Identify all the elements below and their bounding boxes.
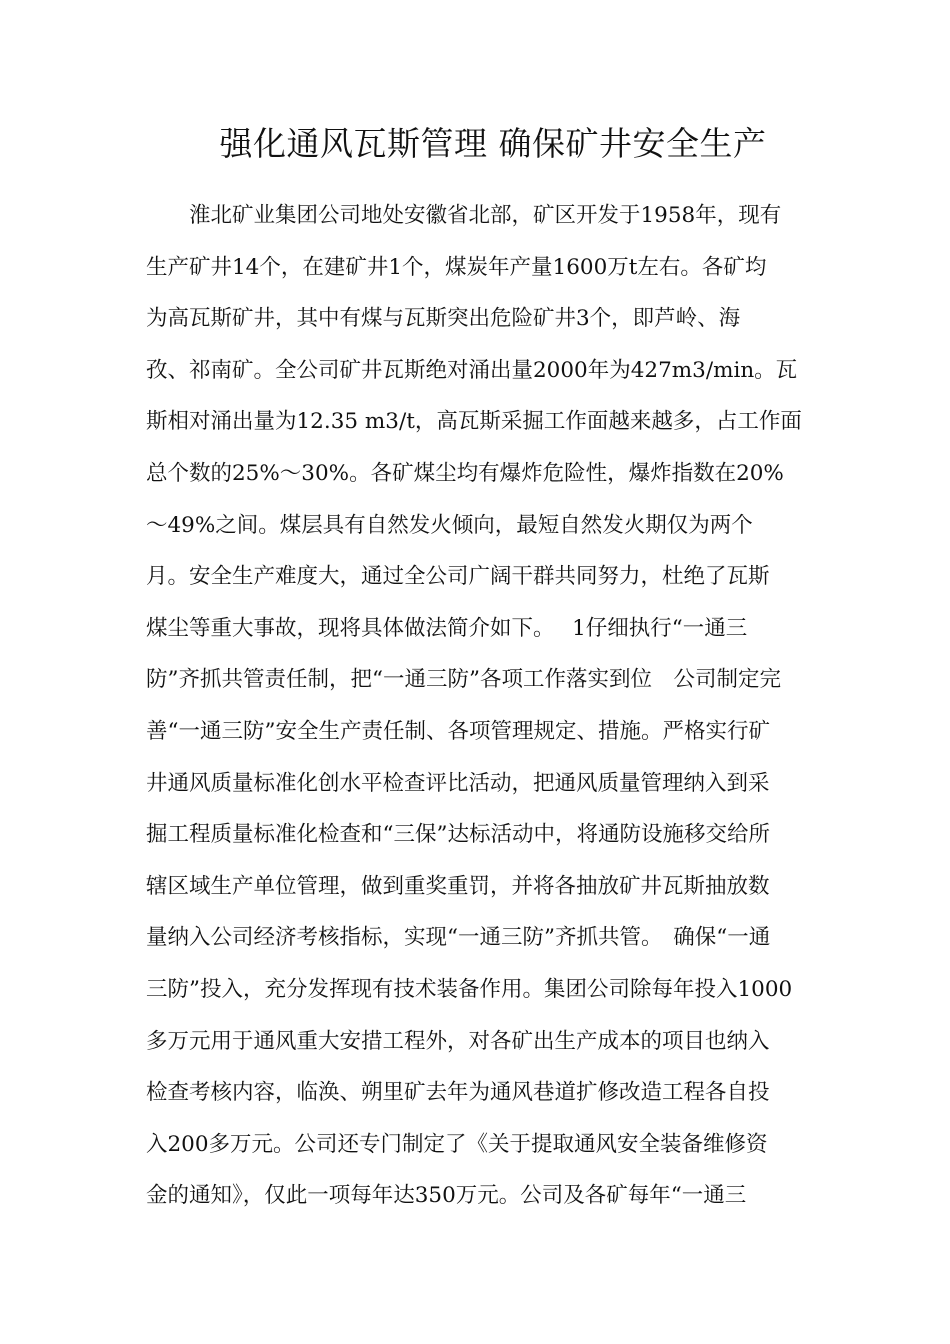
body-line: 掘工程质量标准化检查和“三保”达标活动中，将通防设施移交给所 (146, 822, 770, 848)
body-line: 总个数的25%～30%。各矿煤尘均有爆炸危险性，爆炸指数在20% (146, 460, 784, 486)
body-line: ～49%之间。煤层具有自然发火倾向，最短自然发火期仅为两个 (146, 512, 753, 538)
body-line: 量纳入公司经济考核指标，实现“一通三防”齐抓共管。 确保“一通 (146, 925, 771, 951)
document-title: 强化通风瓦斯管理 确保矿井安全生产 (219, 124, 767, 163)
body-line: 淮北矿业集团公司地处安徽省北部，矿区开发于1958年，现有 (146, 203, 782, 228)
body-line: 为高瓦斯矿井，其中有煤与瓦斯突出危险矿井3个，即芦岭、海 (146, 306, 741, 332)
body-line: 煤尘等重大事故，现将具体做法简介如下。 1仔细执行“一通三 (146, 615, 748, 641)
body-line: 月。安全生产难度大，通过全公司广阔干群共同努力，杜绝了瓦斯 (146, 564, 770, 590)
body-line: 辖区域生产单位管理，做到重奖重罚，并将各抽放矿井瓦斯抽放数 (146, 873, 770, 899)
body-line: 三防”投入，充分发挥现有技术装备作用。集团公司除每年投入1000 (146, 976, 793, 1002)
body-line: 金的通知》，仅此一项每年达350万元。公司及各矿每年“一通三 (146, 1183, 747, 1209)
body-line: 检查考核内容，临涣、朔里矿去年为通风巷道扩修改造工程各自投 (146, 1080, 770, 1106)
body-line: 斯相对涌出量为12.35 m3/t，高瓦斯采掘工作面越来越多，占工作面 (146, 409, 802, 435)
body-line: 孜、祁南矿。全公司矿井瓦斯绝对涌出量2000年为427m3/min。瓦 (146, 357, 798, 383)
body-line: 防”齐抓共管责任制，把“一通三防”各项工作落实到位 公司制定完 (146, 667, 781, 693)
body-line: 多万元用于通风重大安措工程外，对各矿出生产成本的项目也纳入 (146, 1028, 770, 1054)
body-line: 入200多万元。公司还专门制定了《关于提取通风安全装备维修资 (146, 1131, 768, 1157)
body-line: 善“一通三防”安全生产责任制、各项管理规定、措施。严格实行矿 (146, 718, 770, 744)
body-line: 生产矿井14个，在建矿井1个，煤炭年产量1600万t左右。各矿均 (146, 254, 767, 280)
document-body (146, 190, 818, 1222)
body-line: 井通风质量标准化创水平检查评比活动，把通风质量管理纳入到采 (146, 770, 770, 796)
